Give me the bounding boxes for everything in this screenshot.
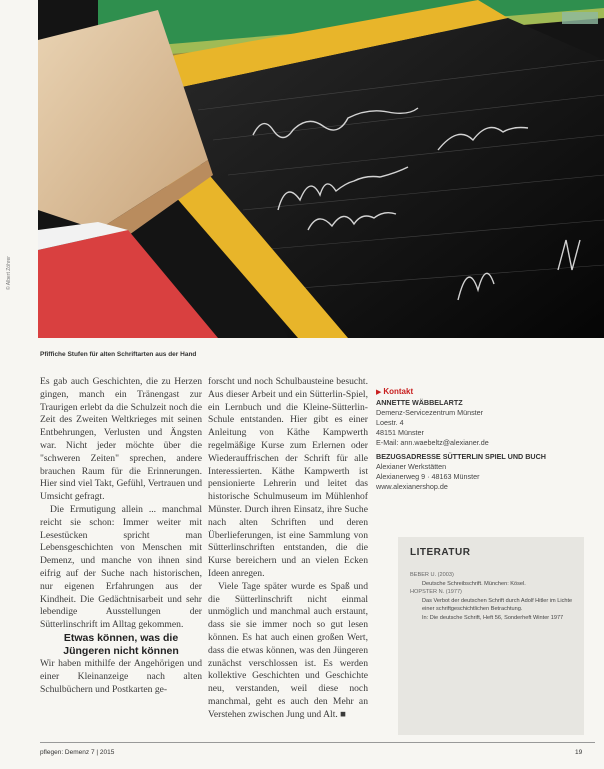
literature-author: HOPSTER N. (1977) — [410, 589, 462, 596]
supplier-line: Alexianerweg 9 · 48163 Münster — [376, 472, 480, 481]
page-number: 19 — [575, 749, 583, 756]
footer-rule — [40, 742, 595, 743]
supplier-heading: BEZUGSADRESSE SÜTTERLIN SPIEL UND BUCH — [376, 452, 546, 461]
paragraph: Wir haben mithilfe der Angehörigen und einer Kleinanzeige nach alten Schulbüchern und Postkarten ge- — [40, 657, 202, 695]
contact-line: 48151 Münster — [376, 428, 424, 437]
literature-title-entry: In: Die deutsche Schrift, Heft 56, Sonderheft Winter 1977 — [422, 614, 564, 621]
literature-author: BEBER U. (2003) — [410, 572, 454, 578]
section-subhead: Etwas können, was die Jüngeren nicht können — [63, 631, 179, 657]
literature-title-entry: Deutsche Schreibschrift. München: Kösel. — [422, 580, 526, 587]
literature-box — [398, 537, 584, 735]
photo-caption: Pfiffiche Stufen für alten Schriftarten aus der Hand — [40, 351, 197, 358]
supplier-line: Alexianer Werkstätten — [376, 462, 447, 471]
paragraph: Es gab auch Geschichten, die zu Herzen gingen, manch ein Tränengast zur Traurigen erlebt da die Schulzeit noch die Zeit des Zweiten Weltkrieges mit seinen Entbehrungen, Verlusten und Ängsten war. Nicht jeder möchte über die "schweren Zeiten" sprechen, andere brauchen Raum für die Erinnerungen. Hier sind viel Takt, Gefühl, Vertrauen und Umsicht gefragt. — [40, 376, 202, 503]
footer-magazine: pflegen: Demenz 7 | 2015 — [40, 749, 115, 756]
contact-box: ▶ Kontakt ANNETTE WÄBBELARTZ Demenz-Servicezentrum Münster Loestr. 4 48151 Münster E-Mail: ann.waebeltz@alexianer.de BEZUGSADRESSE SÜTTERLIN SPIEL UND BUCH Alexianer Werkstätten Alexianerweg 9 · 48163 Münster www.alexianershop.de — [376, 387, 556, 492]
contact-line: Loestr. 4 — [376, 418, 404, 427]
literature-title: LITERATUR — [410, 547, 471, 558]
article-column-1 — [40, 376, 202, 696]
contact-name: ANNETTE WÄBBELARTZ — [376, 398, 463, 407]
contact-line: Demenz-Servicezentrum Münster — [376, 408, 484, 417]
section-badge — [562, 12, 598, 24]
literature-title-entry: Das Verbot der deutschen Schrift durch Adolf Hitler im Lichte einer schriftgeschichtlichen Betrachtung. — [422, 597, 573, 613]
contact-email[interactable]: E-Mail: ann.waebeltz@alexianer.de — [376, 438, 489, 447]
supplier-url[interactable]: www.alexianershop.de — [376, 482, 448, 491]
slate-illustration — [38, 0, 604, 338]
photo-credit: © Albert Zöhrer — [6, 256, 12, 290]
literature-list — [410, 571, 580, 623]
slate-photo — [38, 0, 604, 338]
article-column-2 — [208, 376, 368, 722]
contact-heading: Kontakt — [383, 387, 414, 396]
paragraph: Die Ermutigung allein ... manchmal reicht sie schon: Immer weiter mit Lesestücken spricht man Lebensgeschichten von Menschen mit Demenz, und manche von ihnen sind eifrig auf der Suche nach historischen, nur eigenen Erfahrungen aus der Kindheit. Die Gedächtnisarbeit und sehr lebendige Ausstellungen der Sütterlinschrift im Alltag gekommen. — [40, 503, 202, 631]
paragraph: Viele Tage später wurde es Spaß und die Sütterlinschrift nicht einmal unmöglich und manchmal auch erstaunt, dass sie sie immer noch so gut lesen können. Es hat auch einen großen Wert, dass die etwas können, was den Jüngeren zunächst verschlossen ist. Es werden kollektive Geschichten und Geschichte neu, verstanden, weil diese noch manchmal, geht es auch den Mehr an Verstehen zwischen Jung und Alt. ■ — [208, 580, 368, 720]
paragraph: forscht und noch Schulbausteine besucht. Aus dieser Arbeit und ein Sütterlin-Spiel, ein Lernbuch und die Kleine-Sütterlin-Schule entstanden. Hier gibt es einer Anleitung von Käthe Kampwerth regelmäßige Kurse zum Erlernen oder Wiederauffrischen der Schrift für alle Interessierten. Käthe Kampwerth ist pensionierte Lehrerin und leitet das historische Schulmuseum im Mühlenhof Münster. Durch ihren Einsatz, ihre Suche nach alten Schriften und deren Überlieferungen, ist eine Sammlung von Sütterlinschriften entstanden, die die Kurse bereichern und an vielen Ecken Ideen anregen. — [208, 376, 368, 579]
